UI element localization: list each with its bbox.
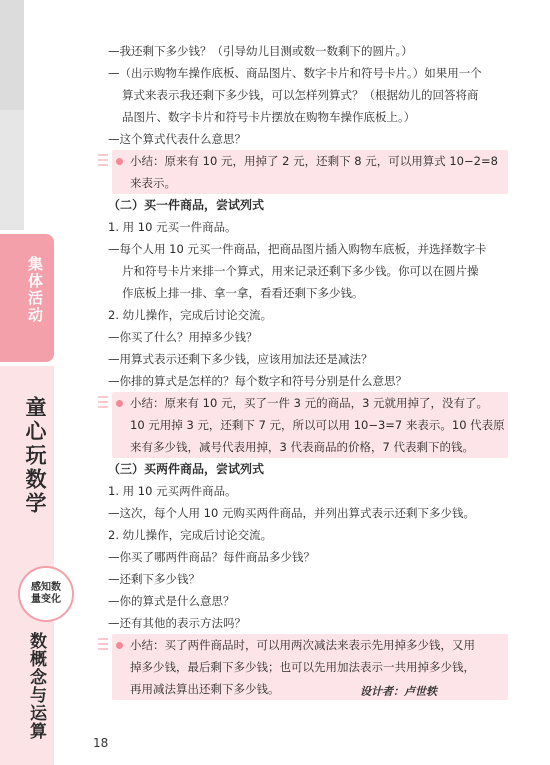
- page-number: 18: [93, 736, 109, 750]
- section-heading-2: （二）买一件商品，尝试列式: [108, 198, 265, 212]
- text-line: 品图片、数字卡片和符号卡片摆放在购物车操作底板上。）: [122, 110, 416, 124]
- text-line: 算式来表示我还剩下多少钱，可以怎样列算式？（根据幼儿的回答将商: [122, 88, 479, 102]
- bullet-icon: [116, 642, 123, 649]
- text-line: —你的算式是什么意思？: [108, 594, 235, 608]
- summary-decoration: [98, 396, 108, 411]
- summary-line: 来有多少钱，减号代表用掉，3 代表商品的价格，7 代表剩下的钱。: [130, 440, 474, 454]
- text-line: 2. 幼儿操作，完成后讨论交流。: [108, 528, 273, 542]
- bullet-icon: [116, 158, 123, 165]
- page-content: [108, 40, 508, 700]
- text-line: —（出示购物车操作底板、商品图片、数字卡片和符号卡片。）如果用一个: [108, 66, 482, 80]
- text-line: —我还剩下多少钱？（引导幼儿目测或数一数剩下的圆片。）: [108, 44, 413, 58]
- summary-line: 小结：买了两件商品时，可以用两次减法来表示先用掉多少钱，又用: [130, 638, 475, 652]
- sidebar-book-title: 童心玩数学: [23, 396, 48, 516]
- summary-box-2: [112, 392, 508, 458]
- summary-box-1: [112, 150, 508, 194]
- text-line: —用算式表示还剩下多少钱，应该用加法还是减法？: [108, 352, 373, 366]
- summary-decoration: [98, 154, 108, 169]
- section-heading-3: （三）买两件商品，尝试列式: [108, 462, 265, 476]
- side-margin-bar: [0, 0, 62, 765]
- summary-line: 小结：原来有 10 元，用掉了 2 元，还剩下 8 元，可以用算式 10−2=8: [130, 154, 498, 168]
- bullet-icon: [116, 400, 123, 407]
- text-line: 2. 幼儿操作，完成后讨论交流。: [108, 308, 273, 322]
- text-line: —还有其他的表示方法吗？: [108, 616, 246, 630]
- text-line: —每个人用 10 元买一件商品，把商品图片插入购物车底板，并选择数字卡: [108, 242, 487, 256]
- badge-label: 感知数量变化: [31, 582, 61, 605]
- designer-credit: 设计者：卢世轶: [360, 685, 437, 698]
- sidebar-topic-badge: [18, 566, 74, 622]
- text-line: —你排的算式是怎样的？每个数字和符号分别是什么意思？: [108, 374, 407, 388]
- text-line: 1. 用 10 元买一件商品。: [108, 220, 237, 234]
- text-line: —还剩下多少钱？: [108, 572, 200, 586]
- sidebar-topic-label: 数概念与运算: [26, 632, 46, 740]
- summary-line: 再用减法算出还剩下多少钱。: [130, 682, 280, 696]
- sidebar-grey-block-lower: [0, 110, 24, 230]
- summary-box-3: [112, 634, 508, 700]
- text-line: —你买了哪两件商品？每件商品多少钱？: [108, 550, 315, 564]
- summary-decoration: [98, 638, 108, 653]
- text-line: 1. 用 10 元买两件商品。: [108, 484, 237, 498]
- text-line: —你买了什么？用掉多少钱？: [108, 330, 258, 344]
- summary-line: 小结：原来有 10 元，买了一件 3 元的商品，3 元就用掉了，没有了。: [130, 396, 489, 410]
- text-line: 作底板上排一排、拿一拿，看看还剩下多少钱。: [122, 286, 364, 300]
- summary-line: 来表示。: [130, 176, 176, 190]
- sidebar-section-label: 集体活动: [26, 256, 44, 324]
- summary-line: 10 元用掉 3 元，还剩下 7 元，所以可以用 10−3=7 来表示。10 代表原: [130, 418, 505, 432]
- text-line: —这个算式代表什么意思？: [108, 132, 246, 146]
- text-line: 片和符号卡片来排一个算式，用来记录还剩下多少钱。你可以在圆片操: [122, 264, 479, 278]
- text-line: —这次，每个人用 10 元购买两件商品，并列出算式表示还剩下多少钱。: [108, 506, 475, 520]
- summary-line: 掉多少钱，最后剩下多少钱；也可以先用加法表示一共用掉多少钱，: [130, 660, 475, 674]
